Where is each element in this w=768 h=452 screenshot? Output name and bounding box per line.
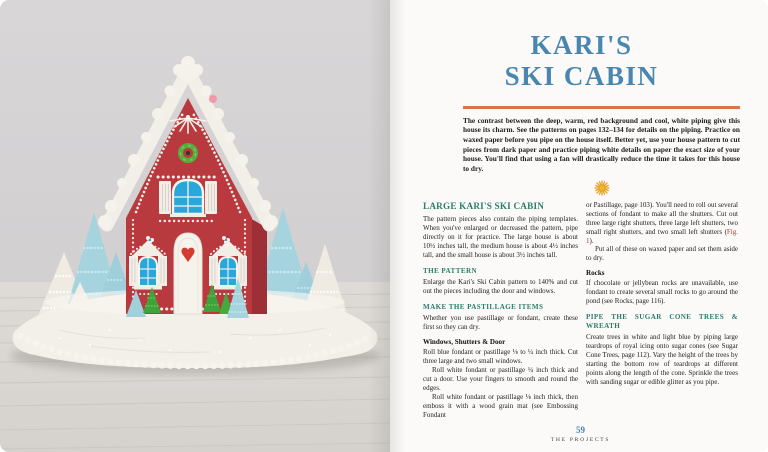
front-door bbox=[174, 233, 202, 314]
bold-subheading: Windows, Shutters & Door bbox=[423, 338, 506, 347]
section-label: THE PROJECTS bbox=[550, 437, 611, 443]
spine-shading bbox=[368, 0, 390, 452]
subsection-heading: THE PATTERN bbox=[423, 267, 477, 276]
body-paragraph: If chocolate or jellybean rocks are unavailable, use fondant to create several small rocks to go around the pond (see Rocks, page 116). bbox=[586, 279, 738, 306]
house-side-wall bbox=[250, 218, 267, 314]
figure-reference: Fig. 1 bbox=[586, 227, 738, 245]
title-line-1: KARI'S bbox=[530, 30, 633, 60]
right-page bbox=[390, 0, 768, 452]
sun-icon bbox=[594, 180, 610, 196]
section-heading: LARGE KARI'S SKI CABIN bbox=[423, 200, 545, 211]
right-column bbox=[586, 201, 738, 420]
sunburst-ornament bbox=[463, 180, 740, 196]
paragraph-text: or Pastillage, page 103). You'll need to roll out several sections of fondant to make all the shutters. Cut out three large right shutters, three large left shutters, two small right shutters, and two small left shutters ( bbox=[586, 200, 738, 236]
divider-rule bbox=[463, 106, 740, 109]
subsection-heading: MAKE THE PASTILLAGE ITEMS bbox=[423, 303, 544, 312]
body-paragraph: Roll blue fondant or pastillage ⅛ to ¼ inch thick. Cut three large and two small windows. bbox=[423, 348, 578, 366]
body-paragraph: Roll white fondant or pastillage ⅛ inch thick, then emboss it with a wood grain mat (see Embossing Fondant bbox=[423, 393, 578, 419]
left-column bbox=[423, 201, 578, 420]
page-title bbox=[423, 30, 740, 91]
intro-paragraph: The contrast between the deep, warm, red background and cool, white piping give this house its charm. See the patterns on pages 132–134 for details on the piping. Practice on waxed paper before you pipe on the house itself. Better yet, use your house pattern to cut pieces from dark paper and practice piping white details on paper the exact size of your house. You'll find that using a fan will drastically reduce the time it takes for this house to dry. bbox=[463, 115, 740, 174]
title-line-2: SKI CABIN bbox=[504, 60, 659, 91]
intro-block bbox=[463, 106, 740, 196]
body-paragraph: Whether you use pastillage or fondant, create these first so they can dry. bbox=[423, 314, 578, 332]
body-paragraph: The pattern pieces also contain the piping templates. When you've enlarged or decreased the pattern, pipe directly on it for practice. The large house is about 10½ inches tall, the medium house is about 4½ inches tall, and the small house is about 3½ inches tall. bbox=[423, 215, 578, 260]
body-paragraph: Enlarge the Kari's Ski Cabin pattern to 140% and cut out the pieces including the door and windows. bbox=[423, 278, 578, 296]
subsection-heading: PIPE THE SUGAR CONE TREES & WREATH bbox=[586, 313, 738, 331]
body-paragraph: Roll white fondant or pastillage ¼ inch thick and cut a door. Use your fingers to smooth and round the edges. bbox=[423, 366, 578, 393]
roof-ornament bbox=[209, 95, 217, 103]
paragraph-text: ). bbox=[589, 236, 594, 245]
body-paragraph bbox=[586, 201, 738, 246]
body-paragraph: Put all of these on waxed paper and set them aside to dry. bbox=[586, 245, 738, 263]
page-number: 59 bbox=[576, 425, 585, 435]
body-columns bbox=[423, 201, 740, 420]
bold-subheading: Rocks bbox=[586, 269, 605, 278]
wreath bbox=[181, 146, 196, 161]
page-footer bbox=[423, 425, 738, 443]
body-paragraph: Create trees in white and light blue by piping large teardrops of royal icing onto sugar cones (see Sugar Cone Trees, page 112). Vary the height of the trees by starting the bottom row of teardrops at different points along the length of the cone. Sprinkle the trees with sanding sugar or edible glitter as you pipe. bbox=[586, 333, 738, 387]
